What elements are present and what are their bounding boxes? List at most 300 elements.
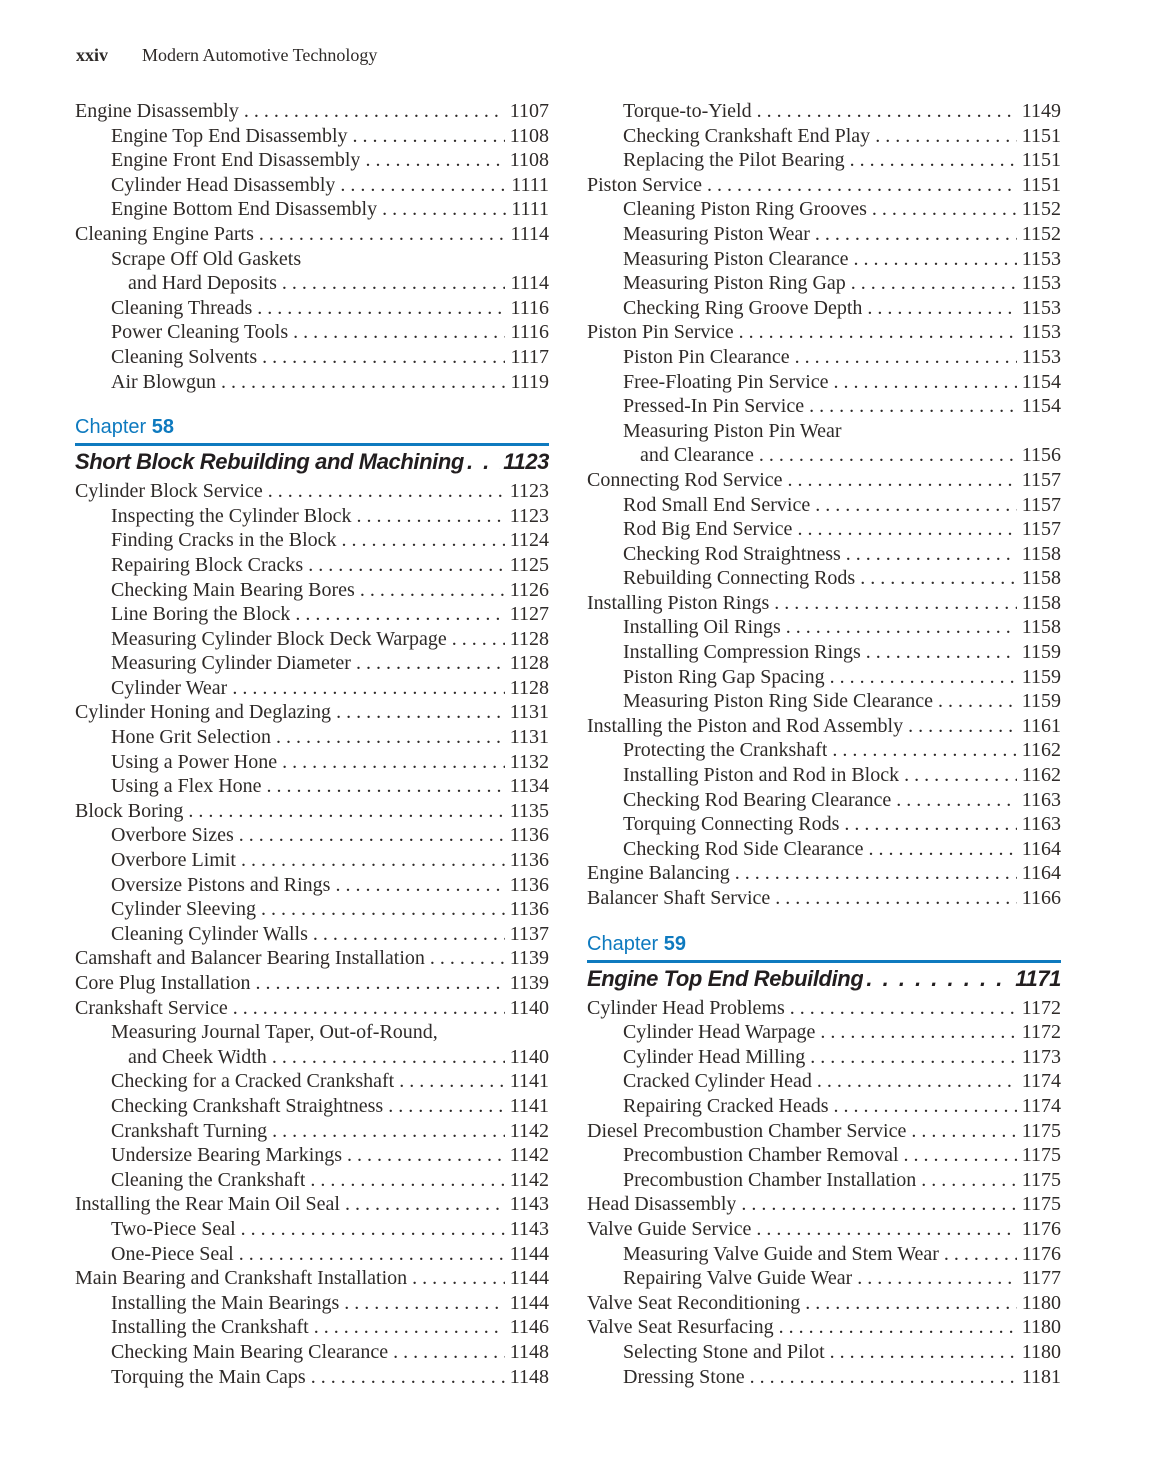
dot-leader — [774, 591, 1016, 616]
dot-leader — [817, 1069, 1017, 1094]
chapter-number: 58 — [151, 416, 174, 439]
dot-leader — [357, 504, 505, 529]
toc-entry — [587, 271, 1061, 296]
toc-entry — [75, 197, 549, 222]
toc-entry — [75, 1340, 549, 1365]
toc-entry — [587, 1168, 1061, 1193]
dot-leader — [232, 676, 504, 701]
page-number: 1126 — [509, 578, 549, 601]
dot-leader — [739, 320, 1017, 345]
toc-entry — [75, 148, 549, 173]
toc-entry — [75, 725, 549, 750]
page-number: 1148 — [509, 1365, 549, 1388]
dot-leader — [805, 1291, 1016, 1316]
toc-entry — [75, 996, 549, 1021]
toc-entry — [75, 946, 549, 971]
toc-entry — [75, 676, 549, 701]
toc-entry — [75, 1242, 549, 1267]
dot-leader — [790, 996, 1017, 1021]
entry-text: Piston Pin Clearance — [623, 345, 790, 368]
entry-text: Valve Guide Service — [587, 1217, 752, 1240]
dot-leader — [282, 271, 506, 296]
page-number: 1174 — [1021, 1094, 1061, 1117]
dot-leader — [310, 1168, 504, 1193]
page-number: 1128 — [509, 627, 549, 650]
toc-entry — [587, 320, 1061, 345]
toc-entry — [75, 1143, 549, 1168]
page-number: 1166 — [1021, 887, 1061, 909]
entry-text: Free-Floating Pin Service — [623, 370, 829, 393]
toc-entry — [75, 271, 549, 296]
entry-text: Line Boring the Block — [111, 603, 291, 626]
entry-text: Finding Cracks in the Block — [111, 529, 337, 552]
entry-text: Scrape Off Old Gaskets — [111, 247, 302, 270]
page-number: 1181 — [1021, 1365, 1061, 1388]
dot-leader — [360, 578, 505, 603]
toc-entry — [75, 247, 549, 272]
page-number: 1158 — [1021, 591, 1061, 614]
dot-leader — [345, 1192, 505, 1217]
dot-leader — [308, 553, 505, 578]
page-number: 1172 — [1021, 996, 1061, 1019]
page-number: 1140 — [509, 1045, 549, 1068]
page-number: 1139 — [509, 972, 549, 994]
dot-leader — [797, 517, 1016, 542]
dot-leader — [779, 1315, 1017, 1340]
entry-text: Engine Disassembly — [75, 100, 239, 122]
entry-text: Checking Main Bearing Bores — [111, 578, 355, 601]
entry-text: Cylinder Honing and Deglazing — [75, 701, 332, 724]
dot-leader — [239, 1242, 505, 1267]
chapter-heading — [75, 415, 549, 446]
toc-entry — [75, 345, 549, 370]
toc-entry — [587, 665, 1061, 690]
chapter-number: 59 — [663, 932, 686, 955]
entry-text: Inspecting the Cylinder Block — [111, 504, 352, 527]
dot-leader — [911, 1119, 1016, 1144]
toc-entry — [587, 591, 1061, 616]
page-number: 1128 — [509, 652, 549, 675]
page-number: 1107 — [509, 100, 549, 122]
entry-text: Measuring Valve Guide and Stem Wear — [623, 1242, 939, 1265]
toc-entry — [587, 714, 1061, 739]
entry-text: Cleaning Piston Ring Grooves — [623, 198, 867, 221]
entry-text: Overbore Sizes — [111, 824, 234, 847]
page-number: 1114 — [510, 272, 549, 295]
dot-leader — [815, 222, 1017, 247]
toc-entry — [587, 443, 1061, 468]
toc-entry — [75, 124, 549, 149]
entry-text: Cylinder Head Disassembly — [111, 173, 336, 196]
entry-text: Installing the Main Bearings — [111, 1291, 340, 1314]
toc-entry — [587, 738, 1061, 763]
page-number: 1124 — [509, 529, 549, 552]
dot-leader — [735, 861, 1017, 886]
entry-text: Crankshaft Service — [75, 996, 228, 1019]
entry-text: Air Blowgun — [111, 370, 216, 393]
dot-leader — [832, 738, 1016, 763]
page-number: 1151 — [1021, 173, 1061, 196]
chapter-word: Chapter — [75, 416, 152, 439]
dot-leader — [239, 823, 505, 848]
toc-entry — [75, 1119, 549, 1144]
dot-leader — [276, 725, 505, 750]
entry-text: Dressing Stone — [623, 1365, 745, 1388]
page-number: 1142 — [509, 1119, 549, 1142]
entry-text: Engine Balancing — [587, 862, 730, 885]
entry-text: Installing Oil Rings — [623, 616, 781, 639]
page-number: 1171 — [1015, 965, 1061, 991]
toc-entry — [587, 394, 1061, 419]
dot-leader — [756, 1217, 1016, 1242]
page-number: 1154 — [1021, 370, 1061, 393]
entry-text: Measuring Piston Ring Side Clearance — [623, 690, 933, 713]
toc-entry — [75, 1020, 549, 1045]
page-number: 1172 — [1021, 1021, 1061, 1044]
toc-entry — [75, 1094, 549, 1119]
entry-text: Balancer Shaft Service — [587, 887, 771, 909]
toc-entry — [75, 1069, 549, 1094]
toc-entry — [587, 1119, 1061, 1144]
entry-text: Pressed-In Pin Service — [623, 395, 805, 418]
toc-entry — [587, 345, 1061, 370]
book-title: Modern Automotive Technology — [142, 45, 378, 65]
page-number: 1136 — [509, 824, 549, 847]
toc-columns — [75, 99, 1062, 1389]
dot-leader — [850, 148, 1017, 173]
entry-text: Installing the Crankshaft — [111, 1316, 309, 1339]
page-number: 1174 — [1021, 1070, 1061, 1093]
toc-entry — [587, 247, 1061, 272]
entry-text: Rod Big End Service — [623, 518, 793, 541]
page-number: 1180 — [1021, 1291, 1061, 1314]
entry-text: Checking Rod Straightness — [623, 542, 841, 565]
page-number: 1136 — [509, 873, 549, 896]
entry-text: Torque-to-Yield — [623, 100, 752, 122]
toc-entry — [75, 173, 549, 198]
dot-leader — [830, 1340, 1017, 1365]
dot-leader — [388, 1094, 505, 1119]
dot-leader — [393, 1340, 505, 1365]
page-number: 1132 — [509, 750, 549, 773]
toc-entry — [587, 1365, 1061, 1390]
toc-entry — [75, 320, 549, 345]
entry-text: Installing the Piston and Rod Assembly — [587, 714, 904, 737]
entry-text: Overbore Limit — [111, 849, 236, 872]
page-number: 1158 — [1021, 616, 1061, 639]
dot-leader — [908, 714, 1017, 739]
dot-leader — [430, 946, 505, 971]
toc-entry — [75, 222, 549, 247]
page-number: 1177 — [1021, 1267, 1061, 1290]
page-number: 1175 — [1021, 1119, 1061, 1142]
toc-entry — [75, 774, 549, 799]
entry-text: Cylinder Sleeving — [111, 898, 256, 921]
dot-leader — [282, 750, 505, 775]
entry-text: Installing Piston Rings — [587, 591, 770, 614]
dot-leader — [347, 1143, 505, 1168]
toc-entry — [75, 873, 549, 898]
entry-text: Checking Ring Groove Depth — [623, 296, 863, 319]
page-number: 1180 — [1021, 1316, 1061, 1339]
entry-text: Cylinder Head Milling — [623, 1045, 806, 1068]
dot-leader — [241, 1217, 505, 1242]
dot-leader — [851, 271, 1017, 296]
dot-leader — [896, 788, 1016, 813]
entry-text: Block Boring — [75, 799, 184, 822]
entry-text: Connecting Rod Service — [587, 468, 783, 491]
entry-text: Measuring Cylinder Diameter — [111, 652, 351, 675]
page-number: 1175 — [1021, 1144, 1061, 1167]
toc-entry — [587, 542, 1061, 567]
dot-leader — [257, 296, 505, 321]
page-number: 1125 — [509, 553, 549, 576]
page-number: 1153 — [1021, 296, 1061, 319]
page-number: 1163 — [1021, 788, 1061, 811]
page-number: 1159 — [1021, 665, 1061, 688]
page-number: 1153 — [1021, 272, 1061, 295]
toc-entry — [587, 124, 1061, 149]
entry-text: Rebuilding Connecting Rods — [623, 567, 856, 590]
dot-leader — [256, 971, 505, 996]
page-number: 1111 — [511, 173, 549, 196]
page-number: 1114 — [510, 222, 549, 245]
dot-leader — [854, 247, 1017, 272]
dot-leader — [788, 468, 1017, 493]
toc-entry — [75, 922, 549, 947]
toc-entry — [587, 1069, 1061, 1094]
dot-leader — [272, 1045, 505, 1070]
page-number: 1127 — [509, 603, 549, 626]
toc-entry — [587, 419, 1061, 444]
toc-entry — [587, 222, 1061, 247]
dot-leader — [944, 1242, 1017, 1267]
toc-entry — [587, 861, 1061, 886]
page-number: 1159 — [1021, 641, 1061, 664]
toc-entry — [75, 1291, 549, 1316]
page-number: 1154 — [1021, 395, 1061, 418]
entry-text: Engine Bottom End Disassembly — [111, 198, 378, 221]
dot-leader — [356, 651, 505, 676]
entry-text: Using a Power Hone — [111, 750, 278, 773]
chapter-heading — [587, 932, 1061, 963]
page-number: 1163 — [1021, 813, 1061, 836]
dot-leader — [757, 99, 1017, 124]
dot-leader — [314, 1315, 505, 1340]
page-number: 1152 — [1021, 198, 1061, 221]
entry-text: One-Piece Seal — [111, 1242, 234, 1265]
page-number: 1144 — [509, 1267, 549, 1290]
toc-entry — [75, 578, 549, 603]
page-number: 1158 — [1021, 567, 1061, 590]
dot-leader — [810, 1045, 1017, 1070]
entry-text: Two-Piece Seal — [111, 1217, 236, 1240]
toc-entry — [75, 823, 549, 848]
entry-text: and Cheek Width — [128, 1045, 267, 1068]
entry-text: Hone Grit Selection — [111, 726, 271, 749]
page-number: 1148 — [509, 1340, 549, 1363]
dot-leader — [335, 873, 504, 898]
toc-entry — [587, 370, 1061, 395]
page-number: 1141 — [509, 1094, 549, 1117]
entry-text: Cylinder Head Warpage — [623, 1021, 816, 1044]
dot-leader — [815, 493, 1017, 518]
entry-text: Oversize Pistons and Rings — [111, 873, 331, 896]
toc-entry — [587, 812, 1061, 837]
entry-text: Torquing Connecting Rods — [623, 813, 840, 836]
dot-leader — [412, 1266, 505, 1291]
entry-text: Repairing Block Cracks — [111, 553, 304, 576]
entry-text: Cylinder Block Service — [75, 480, 263, 503]
page-number: 1152 — [1021, 222, 1061, 245]
entry-text: Using a Flex Hone — [111, 775, 262, 798]
dot-leader — [707, 173, 1017, 198]
toc-entry — [75, 1045, 549, 1070]
entry-text: Engine Front End Disassembly — [111, 149, 361, 172]
toc-entry — [75, 627, 549, 652]
chapter-word: Chapter — [587, 932, 664, 955]
toc-entry — [587, 173, 1061, 198]
page-number: 1131 — [509, 701, 549, 724]
dot-leader — [830, 665, 1017, 690]
page-number: 1153 — [1021, 247, 1061, 270]
page-number: 1140 — [509, 996, 549, 1019]
dot-leader — [921, 1168, 1016, 1193]
dot-leader — [344, 1291, 504, 1316]
page-number: 1119 — [510, 370, 549, 393]
page-number: 1153 — [1021, 321, 1061, 344]
entry-text: Measuring Piston Wear — [623, 222, 810, 245]
dot-leader — [775, 886, 1016, 911]
dot-leader — [262, 345, 505, 370]
entry-text: Checking for a Cracked Crankshaft — [111, 1070, 395, 1093]
page-number: 1156 — [1021, 444, 1061, 467]
entry-text: Cleaning Engine Parts — [75, 222, 254, 245]
entry-text: Camshaft and Balancer Bearing Installation — [75, 947, 425, 970]
entry-text: Protecting the Crankshaft — [623, 739, 828, 762]
page-number: 1164 — [1021, 837, 1061, 860]
dot-leader — [188, 799, 504, 824]
entry-text: Cylinder Head Problems — [587, 996, 785, 1019]
page-number: 1158 — [1021, 542, 1061, 565]
dot-leader — [268, 479, 505, 504]
entry-text: Cylinder Wear — [111, 676, 228, 699]
dot-leader — [869, 837, 1017, 862]
entry-text: Checking Rod Side Clearance — [623, 837, 864, 860]
dot-leader — [875, 124, 1017, 149]
page-number: 1162 — [1021, 739, 1061, 762]
toc-entry — [587, 788, 1061, 813]
page-number: 1144 — [509, 1242, 549, 1265]
page-number: 1157 — [1021, 518, 1061, 541]
dot-leader — [293, 320, 505, 345]
toc-entry — [75, 370, 549, 395]
dot-leader — [844, 812, 1016, 837]
dot-leader — [866, 640, 1017, 665]
dot-leader — [233, 996, 505, 1021]
dot-leader — [860, 566, 1017, 591]
toc-entry — [75, 504, 549, 529]
page-number: 1116 — [510, 321, 549, 344]
entry-text: Crankshaft Turning — [111, 1119, 268, 1142]
page-number: 1142 — [509, 1144, 549, 1167]
toc-entry — [75, 99, 549, 124]
page-number: 1149 — [1021, 100, 1061, 122]
page-number: 1159 — [1021, 690, 1061, 713]
entry-text: Piston Ring Gap Spacing — [623, 665, 825, 688]
entry-text: and Clearance — [640, 444, 754, 467]
entry-text: Installing Compression Rings — [623, 641, 861, 664]
page-number: 1137 — [509, 922, 549, 945]
dot-leader — [866, 963, 1012, 995]
dot-leader — [272, 1119, 505, 1144]
toc-entry — [587, 640, 1061, 665]
entry-text: Installing Piston and Rod in Block — [623, 764, 900, 787]
toc-entry — [587, 296, 1061, 321]
page-number: 1143 — [509, 1193, 549, 1216]
toc-entry — [75, 848, 549, 873]
dot-leader — [313, 922, 505, 947]
entry-text: Measuring Piston Clearance — [623, 247, 849, 270]
toc-entry — [587, 1192, 1061, 1217]
entry-text: Valve Seat Reconditioning — [587, 1291, 801, 1314]
toc-entry — [75, 700, 549, 725]
entry-text: Rod Small End Service — [623, 493, 811, 516]
page-number: 1144 — [509, 1291, 549, 1314]
toc-entry — [75, 897, 549, 922]
dot-leader — [311, 1365, 505, 1390]
dot-leader — [750, 1365, 1017, 1390]
dot-leader — [221, 370, 505, 395]
toc-entry — [587, 763, 1061, 788]
entry-text: Checking Main Bearing Clearance — [111, 1340, 389, 1363]
page-number: 1161 — [1021, 714, 1061, 737]
toc-entry — [587, 1045, 1061, 1070]
entry-text: Installing the Rear Main Oil Seal — [75, 1193, 340, 1216]
page-number: 1153 — [1021, 345, 1061, 368]
toc-entry — [75, 1266, 549, 1291]
page-number: 1146 — [509, 1316, 549, 1339]
page-folio: xxiv — [76, 45, 109, 65]
entry-text: Cleaning Threads — [111, 296, 253, 319]
page-number: 1139 — [509, 947, 549, 970]
dot-leader — [342, 528, 505, 553]
toc-entry — [587, 517, 1061, 542]
page-number: 1180 — [1021, 1340, 1061, 1363]
entry-text: Cleaning Solvents — [111, 345, 258, 368]
page-number: 1175 — [1021, 1193, 1061, 1216]
dot-leader — [809, 394, 1017, 419]
entry-text: Torquing the Main Caps — [111, 1365, 306, 1388]
toc-entry — [75, 1217, 549, 1242]
dot-leader — [336, 700, 505, 725]
page-number: 1141 — [509, 1070, 549, 1093]
dot-leader — [741, 1192, 1016, 1217]
entry-text: Power Cleaning Tools — [111, 321, 289, 344]
page-number: 1176 — [1021, 1242, 1061, 1265]
page-number: 1173 — [1021, 1045, 1061, 1068]
toc-entry — [587, 996, 1061, 1021]
entry-text: Selecting Stone and Pilot — [623, 1340, 825, 1363]
dot-leader — [452, 627, 505, 652]
entry-text: Cleaning the Crankshaft — [111, 1168, 306, 1191]
entry-text: Head Disassembly — [587, 1193, 737, 1216]
dot-leader — [353, 124, 505, 149]
toc-entry — [75, 1168, 549, 1193]
entry-text: Checking Rod Bearing Clearance — [623, 788, 892, 811]
chapter-title-text: Engine Top End Rebuilding — [587, 965, 864, 991]
dot-leader — [267, 774, 505, 799]
